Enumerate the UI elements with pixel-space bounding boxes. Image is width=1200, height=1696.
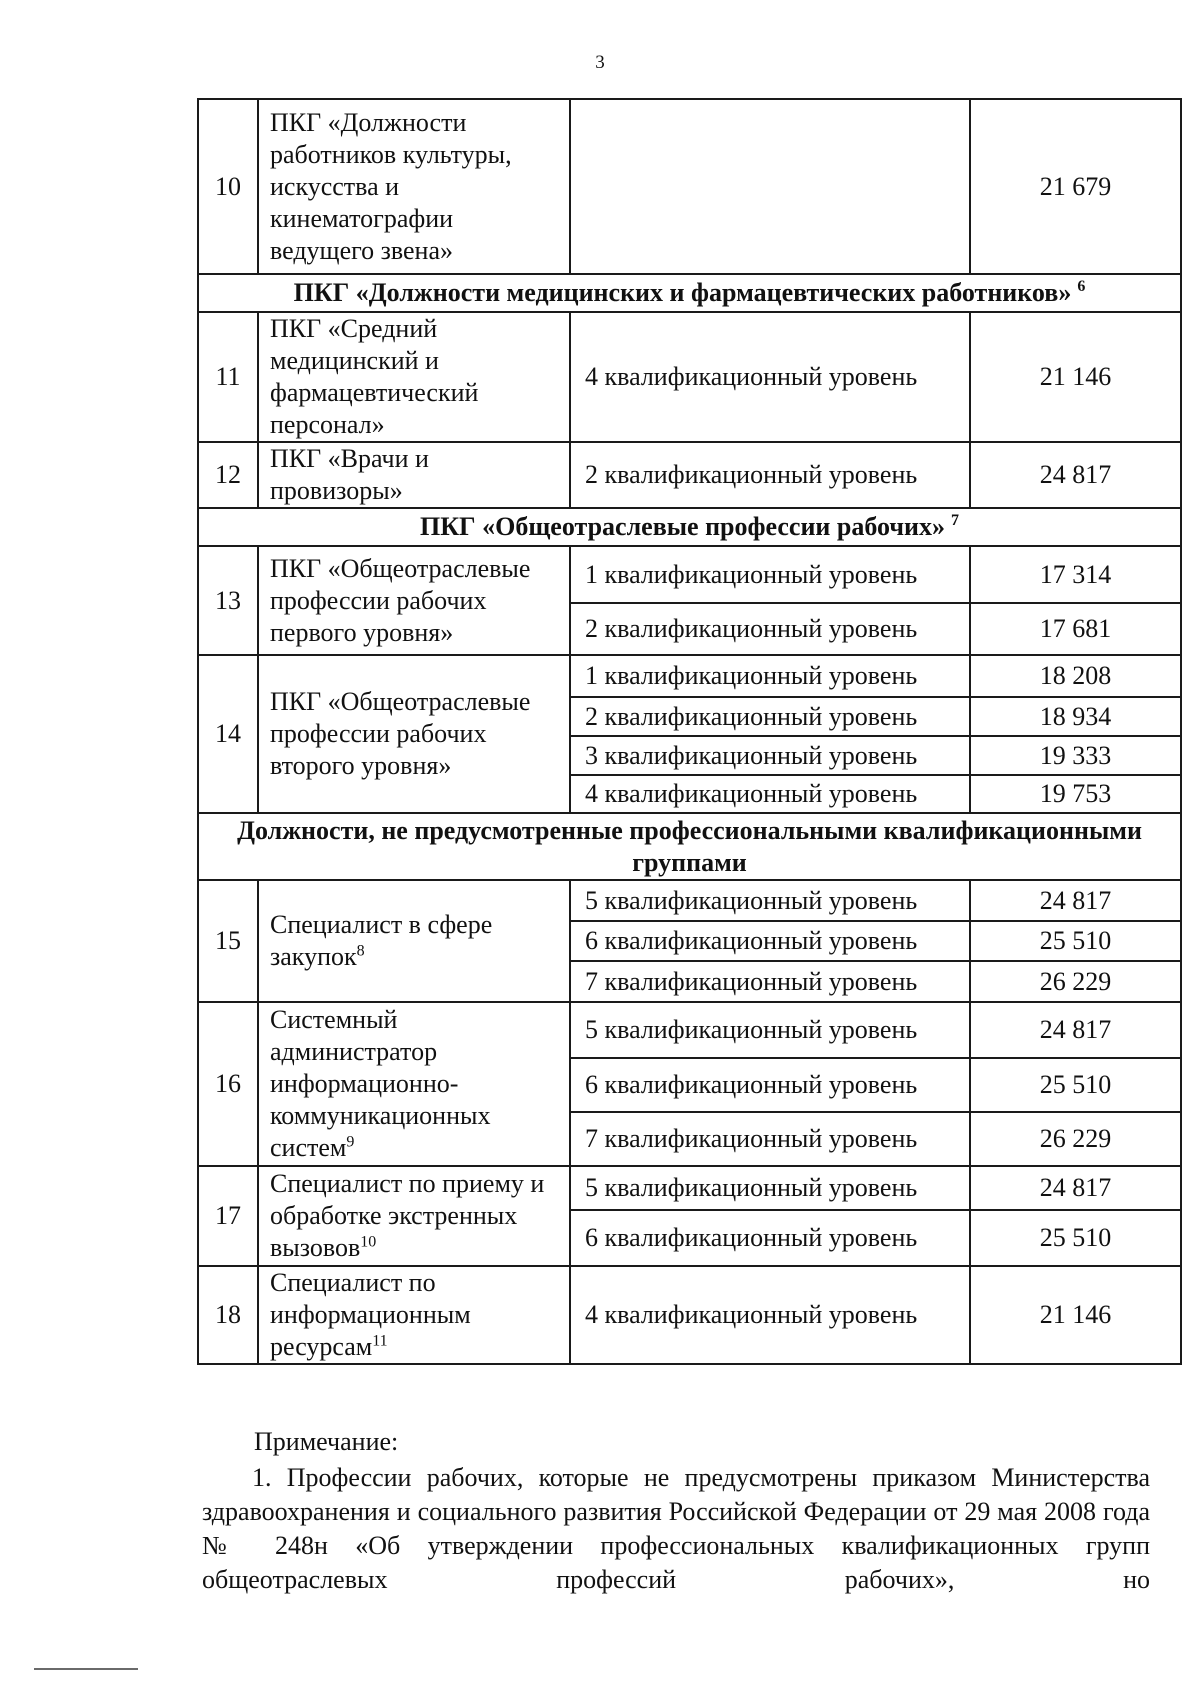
table-row xyxy=(198,1166,1181,1210)
footnote-marker: 8 xyxy=(356,942,365,960)
salary-amount: 25 510 xyxy=(970,921,1181,961)
table-row xyxy=(198,1266,1181,1364)
qualification-level: 4 квалификационный уровень xyxy=(570,1266,970,1364)
qualification-level: 7 квалификационный уровень xyxy=(570,961,970,1002)
position-group-name: ПКГ «Общеотраслевые профессии рабочих второго уровня» xyxy=(258,655,570,813)
footnote-marker: 7 xyxy=(951,512,959,530)
row-number: 13 xyxy=(198,546,258,655)
table-row xyxy=(198,442,1181,508)
position-group-name: ПКГ «Средний медицинский и фармацевтический персонал» xyxy=(258,312,570,442)
row-number: 15 xyxy=(198,880,258,1002)
position-group-name: ПКГ «Должности работников культуры, искусства и кинематографии ведущего звена» xyxy=(258,99,570,274)
position-group-name xyxy=(258,1166,570,1266)
salary-amount: 26 229 xyxy=(970,961,1181,1002)
row-number: 18 xyxy=(198,1266,258,1364)
row-number: 16 xyxy=(198,1002,258,1166)
salary-amount: 18 208 xyxy=(970,655,1181,697)
qualification-level: 2 квалификационный уровень xyxy=(570,442,970,508)
section-row xyxy=(198,274,1181,312)
salary-amount: 21 146 xyxy=(970,312,1181,442)
qualification-level: 7 квалификационный уровень xyxy=(570,1112,970,1166)
salary-amount: 25 510 xyxy=(970,1210,1181,1266)
qualification-level: 1 квалификационный уровень xyxy=(570,546,970,603)
table-row xyxy=(198,880,1181,921)
row-number: 12 xyxy=(198,442,258,508)
qualification-level: 3 квалификационный уровень xyxy=(570,736,970,775)
section-heading xyxy=(198,508,1181,546)
table-row xyxy=(198,99,1181,274)
table-row xyxy=(198,312,1181,442)
position-group-name xyxy=(258,1266,570,1364)
table-row xyxy=(198,1002,1181,1058)
footnote-separator-line xyxy=(34,1668,138,1670)
salary-table xyxy=(197,98,1182,1365)
salary-amount: 25 510 xyxy=(970,1058,1181,1112)
salary-amount: 24 817 xyxy=(970,1166,1181,1210)
section-row xyxy=(198,508,1181,546)
salary-amount: 18 934 xyxy=(970,697,1181,736)
row-number: 14 xyxy=(198,655,258,813)
salary-amount: 21 679 xyxy=(970,99,1181,274)
salary-amount: 19 753 xyxy=(970,775,1181,813)
position-group-name xyxy=(258,1002,570,1166)
position-group-name: ПКГ «Общеотраслевые профессии рабочих первого уровня» xyxy=(258,546,570,655)
section-heading xyxy=(198,813,1181,880)
footnote-marker: 9 xyxy=(346,1133,355,1151)
position-group-name xyxy=(258,880,570,1002)
note-title: Примечание: xyxy=(254,1427,399,1456)
row-number: 10 xyxy=(198,99,258,274)
row-number: 17 xyxy=(198,1166,258,1266)
table-row xyxy=(198,655,1181,697)
position-name-text: Специалист по приему и обработке экстренных вызовов xyxy=(270,1169,545,1262)
qualification-level: 2 квалификационный уровень xyxy=(570,603,970,655)
section-heading xyxy=(198,274,1181,312)
page-number: 3 xyxy=(595,52,605,73)
note-paragraph: 1. Профессии рабочих, которые не предусмотрены приказом Министерства здравоохранения и социального развития Российской Федерации от 29 мая 2008 года № 248н «Об утверждении профессиональных квалификационных групп общеотраслевых профессий рабочих», но xyxy=(202,1463,1150,1594)
qualification-level xyxy=(570,99,970,274)
row-number: 11 xyxy=(198,312,258,442)
salary-amount: 26 229 xyxy=(970,1112,1181,1166)
table-row xyxy=(198,546,1181,603)
qualification-level: 4 квалификационный уровень xyxy=(570,775,970,813)
qualification-level: 4 квалификационный уровень xyxy=(570,312,970,442)
qualification-level: 6 квалификационный уровень xyxy=(570,1058,970,1112)
section-row xyxy=(198,813,1181,880)
qualification-level: 1 квалификационный уровень xyxy=(570,655,970,697)
position-name-text: Специалист по информационным ресурсам xyxy=(270,1268,471,1361)
position-group-name: ПКГ «Врачи и провизоры» xyxy=(258,442,570,508)
footnote-marker: 6 xyxy=(1077,278,1086,296)
section-title: Должности, не предусмотренные профессиональными квалификационными группами xyxy=(237,815,1142,877)
position-name-text: Специалист в сфере закупок xyxy=(270,910,493,971)
footnote-marker: 10 xyxy=(360,1233,377,1251)
qualification-level: 5 квалификационный уровень xyxy=(570,880,970,921)
footnote-marker: 11 xyxy=(372,1332,388,1350)
qualification-level: 5 квалификационный уровень xyxy=(570,1166,970,1210)
salary-amount: 24 817 xyxy=(970,442,1181,508)
position-name-text: Системный администратор информационно-коммуникационных систем xyxy=(270,1005,491,1162)
salary-amount: 17 314 xyxy=(970,546,1181,603)
section-title: ПКГ «Общеотраслевые профессии рабочих» xyxy=(419,512,945,541)
salary-amount: 24 817 xyxy=(970,1002,1181,1058)
section-title: ПКГ «Должности медицинских и фармацевтических работников» xyxy=(293,278,1072,307)
qualification-level: 5 квалификационный уровень xyxy=(570,1002,970,1058)
salary-amount: 19 333 xyxy=(970,736,1181,775)
qualification-level: 6 квалификационный уровень xyxy=(570,1210,970,1266)
salary-amount: 24 817 xyxy=(970,880,1181,921)
salary-amount: 17 681 xyxy=(970,603,1181,655)
qualification-level: 6 квалификационный уровень xyxy=(570,921,970,961)
salary-amount: 21 146 xyxy=(970,1266,1181,1364)
note-block xyxy=(202,1425,1150,1631)
qualification-level: 2 квалификационный уровень xyxy=(570,697,970,736)
